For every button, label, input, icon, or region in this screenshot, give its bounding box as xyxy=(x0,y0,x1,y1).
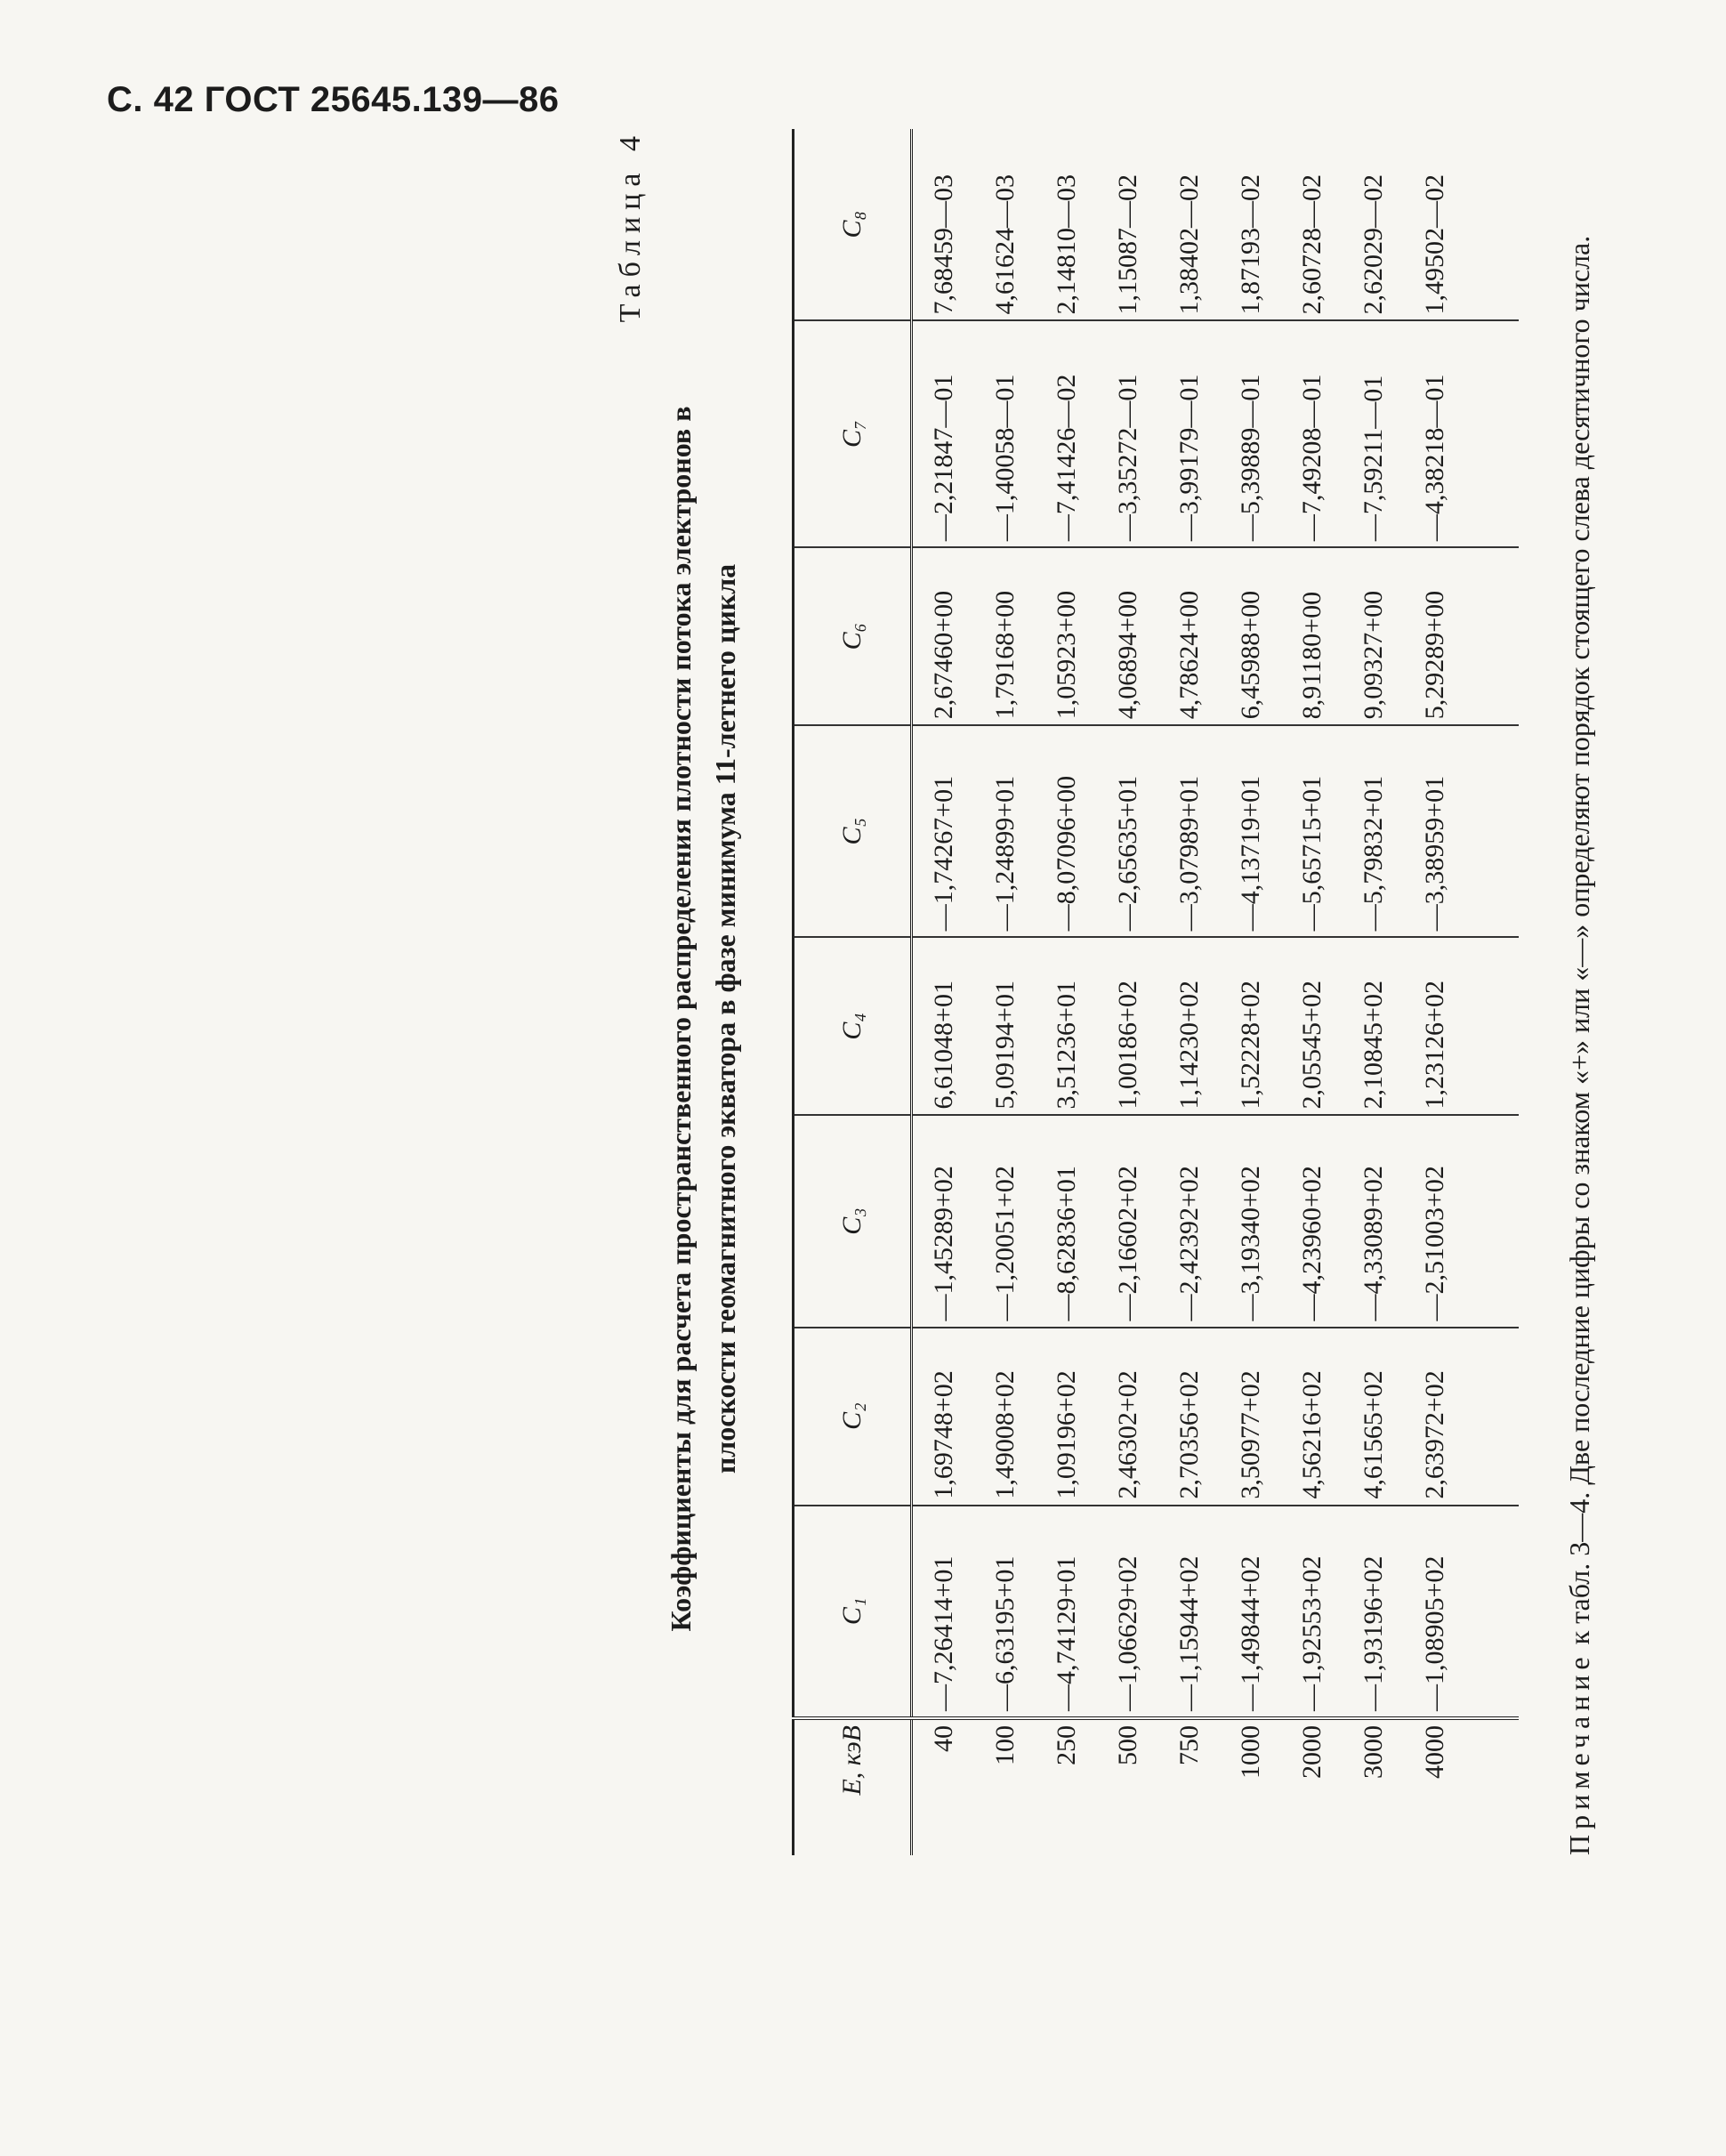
cell-c5: —2,65635+01 xyxy=(1097,725,1158,937)
cell-c5: —1,74267+01 xyxy=(912,725,975,937)
cell-energy: 750 xyxy=(1158,1718,1220,1855)
cell-c5: —3,07989+01 xyxy=(1158,725,1220,937)
cell-c1: —1,06629+02 xyxy=(1097,1506,1158,1718)
cell-c2: 1,09196+02 xyxy=(1036,1328,1097,1506)
header-c8: C₈ xyxy=(794,129,912,320)
cell-c3: —3,19340+02 xyxy=(1220,1115,1281,1327)
cell-c4: 6,61048+01 xyxy=(912,937,975,1115)
cell-energy: 2000 xyxy=(1281,1718,1343,1855)
cell-energy: 4000 xyxy=(1404,1718,1519,1855)
cell-c2: 3,50977+02 xyxy=(1220,1328,1281,1506)
table-row xyxy=(974,129,1036,1855)
cell-c2: 1,49008+02 xyxy=(974,1328,1036,1506)
cell-c4: 2,05545+02 xyxy=(1281,937,1343,1115)
table-row xyxy=(1343,129,1404,1855)
cell-c7: —3,99179—01 xyxy=(1158,320,1220,547)
cell-c6: 5,29289+00 xyxy=(1404,547,1519,725)
cell-c7: —7,41426—02 xyxy=(1036,320,1097,547)
cell-c6: 1,79168+00 xyxy=(974,547,1036,725)
rotated-table-block xyxy=(614,111,1726,1935)
cell-c2: 4,61565+02 xyxy=(1343,1328,1404,1506)
cell-energy: 1000 xyxy=(1220,1718,1281,1855)
header-c4: C₄ xyxy=(794,937,912,1115)
cell-c8: 1,38402—02 xyxy=(1158,129,1220,320)
cell-c3: —8,62836+01 xyxy=(1036,1115,1097,1327)
cell-c7: —5,39889—01 xyxy=(1220,320,1281,547)
table-row xyxy=(1036,129,1097,1855)
cell-energy: 3000 xyxy=(1343,1718,1404,1855)
cell-c5: —8,07096+00 xyxy=(1036,725,1097,937)
cell-c1: —4,74129+01 xyxy=(1036,1506,1097,1718)
cell-c4: 1,52228+02 xyxy=(1220,937,1281,1115)
cell-c7: —4,38218—01 xyxy=(1404,320,1519,547)
cell-c5: —5,79832+01 xyxy=(1343,725,1404,937)
header-c7: C₇ xyxy=(794,320,912,547)
cell-c2: 2,70356+02 xyxy=(1158,1328,1220,1506)
table-label: Таблица 4 xyxy=(614,129,647,323)
cell-c3: —4,23960+02 xyxy=(1281,1115,1343,1327)
cell-c8: 1,87193—02 xyxy=(1220,129,1281,320)
cell-c5: —5,65715+01 xyxy=(1281,725,1343,937)
cell-c7: —7,59211—01 xyxy=(1343,320,1404,547)
cell-c4: 1,14230+02 xyxy=(1158,937,1220,1115)
cell-c7: —3,35272—01 xyxy=(1097,320,1158,547)
coefficients-table xyxy=(792,129,1519,1855)
cell-c8: 2,14810—03 xyxy=(1036,129,1097,320)
cell-c1: —1,15944+02 xyxy=(1158,1506,1220,1718)
cell-c8: 2,62029—02 xyxy=(1343,129,1404,320)
cell-c1: —1,93196+02 xyxy=(1343,1506,1404,1718)
cell-c5: —3,38959+01 xyxy=(1404,725,1519,937)
note-text: к табл. 3—4. Две последние цифры со знаком «+» или «—» определяют порядок стоящего слева десятичного числа. xyxy=(1563,235,1595,1645)
table-row xyxy=(1404,129,1519,1855)
cell-c8: 1,15087—02 xyxy=(1097,129,1158,320)
cell-c5: —4,13719+01 xyxy=(1220,725,1281,937)
cell-c4: 1,00186+02 xyxy=(1097,937,1158,1115)
cell-c5: —1,24899+01 xyxy=(974,725,1036,937)
cell-c8: 2,60728—02 xyxy=(1281,129,1343,320)
cell-c6: 1,05923+00 xyxy=(1036,547,1097,725)
cell-c1: —1,08905+02 xyxy=(1404,1506,1519,1718)
cell-energy: 500 xyxy=(1097,1718,1158,1855)
cell-c3: —2,42392+02 xyxy=(1158,1115,1220,1327)
cell-c2: 2,46302+02 xyxy=(1097,1328,1158,1506)
cell-c4: 3,51236+01 xyxy=(1036,937,1097,1115)
cell-c7: —2,21847—01 xyxy=(912,320,975,547)
cell-energy: 40 xyxy=(912,1718,975,1855)
cell-c3: —2,51003+02 xyxy=(1404,1115,1519,1327)
cell-c1: —1,49844+02 xyxy=(1220,1506,1281,1718)
cell-c8: 7,68459—03 xyxy=(912,129,975,320)
cell-c7: —1,40058—01 xyxy=(974,320,1036,547)
cell-c2: 4,56216+02 xyxy=(1281,1328,1343,1506)
table-note xyxy=(1557,129,1601,1855)
header-c6: C₆ xyxy=(794,547,912,725)
cell-c1: —7,26414+01 xyxy=(912,1506,975,1718)
header-c2: C₂ xyxy=(794,1328,912,1506)
cell-c6: 4,06894+00 xyxy=(1097,547,1158,725)
header-c3: C₃ xyxy=(794,1115,912,1327)
cell-c4: 1,23126+02 xyxy=(1404,937,1519,1115)
cell-c3: —1,20051+02 xyxy=(974,1115,1036,1327)
cell-c2: 1,69748+02 xyxy=(912,1328,975,1506)
cell-c6: 9,09327+00 xyxy=(1343,547,1404,725)
cell-c7: —7,49208—01 xyxy=(1281,320,1343,547)
header-c5: C₅ xyxy=(794,725,912,937)
table-row xyxy=(1097,129,1158,1855)
cell-c8: 4,61624—03 xyxy=(974,129,1036,320)
cell-c1: —1,92553+02 xyxy=(1281,1506,1343,1718)
table-row xyxy=(1281,129,1343,1855)
table-header-row xyxy=(794,129,912,1855)
cell-energy: 100 xyxy=(974,1718,1036,1855)
cell-c8: 1,49502—02 xyxy=(1404,129,1519,320)
table-row xyxy=(1220,129,1281,1855)
cell-energy: 250 xyxy=(1036,1718,1097,1855)
cell-c6: 8,91180+00 xyxy=(1281,547,1343,725)
cell-c3: —4,33089+02 xyxy=(1343,1115,1404,1327)
cell-c4: 5,09194+01 xyxy=(974,937,1036,1115)
cell-c3: —2,16602+02 xyxy=(1097,1115,1158,1327)
cell-c2: 2,63972+02 xyxy=(1404,1328,1519,1506)
cell-c3: —1,45289+02 xyxy=(912,1115,975,1327)
header-energy: E, кэВ xyxy=(794,1718,912,1855)
table-row xyxy=(912,129,975,1855)
cell-c6: 2,67460+00 xyxy=(912,547,975,725)
table-caption: Коэффициенты для расчета пространственного распределения плотности потока электронов в плоскости геомагнитного экватора в фазе минимума 11-летнего цикла xyxy=(665,406,741,1632)
cell-c1: —6,63195+01 xyxy=(974,1506,1036,1718)
note-lead: Примечание xyxy=(1563,1651,1595,1855)
cell-c4: 2,10845+02 xyxy=(1343,937,1404,1115)
page-header: С. 42 ГОСТ 25645.139—86 xyxy=(107,80,560,119)
cell-c6: 6,45988+00 xyxy=(1220,547,1281,725)
cell-c6: 4,78624+00 xyxy=(1158,547,1220,725)
table-row xyxy=(1158,129,1220,1855)
header-c1: C₁ xyxy=(794,1506,912,1718)
